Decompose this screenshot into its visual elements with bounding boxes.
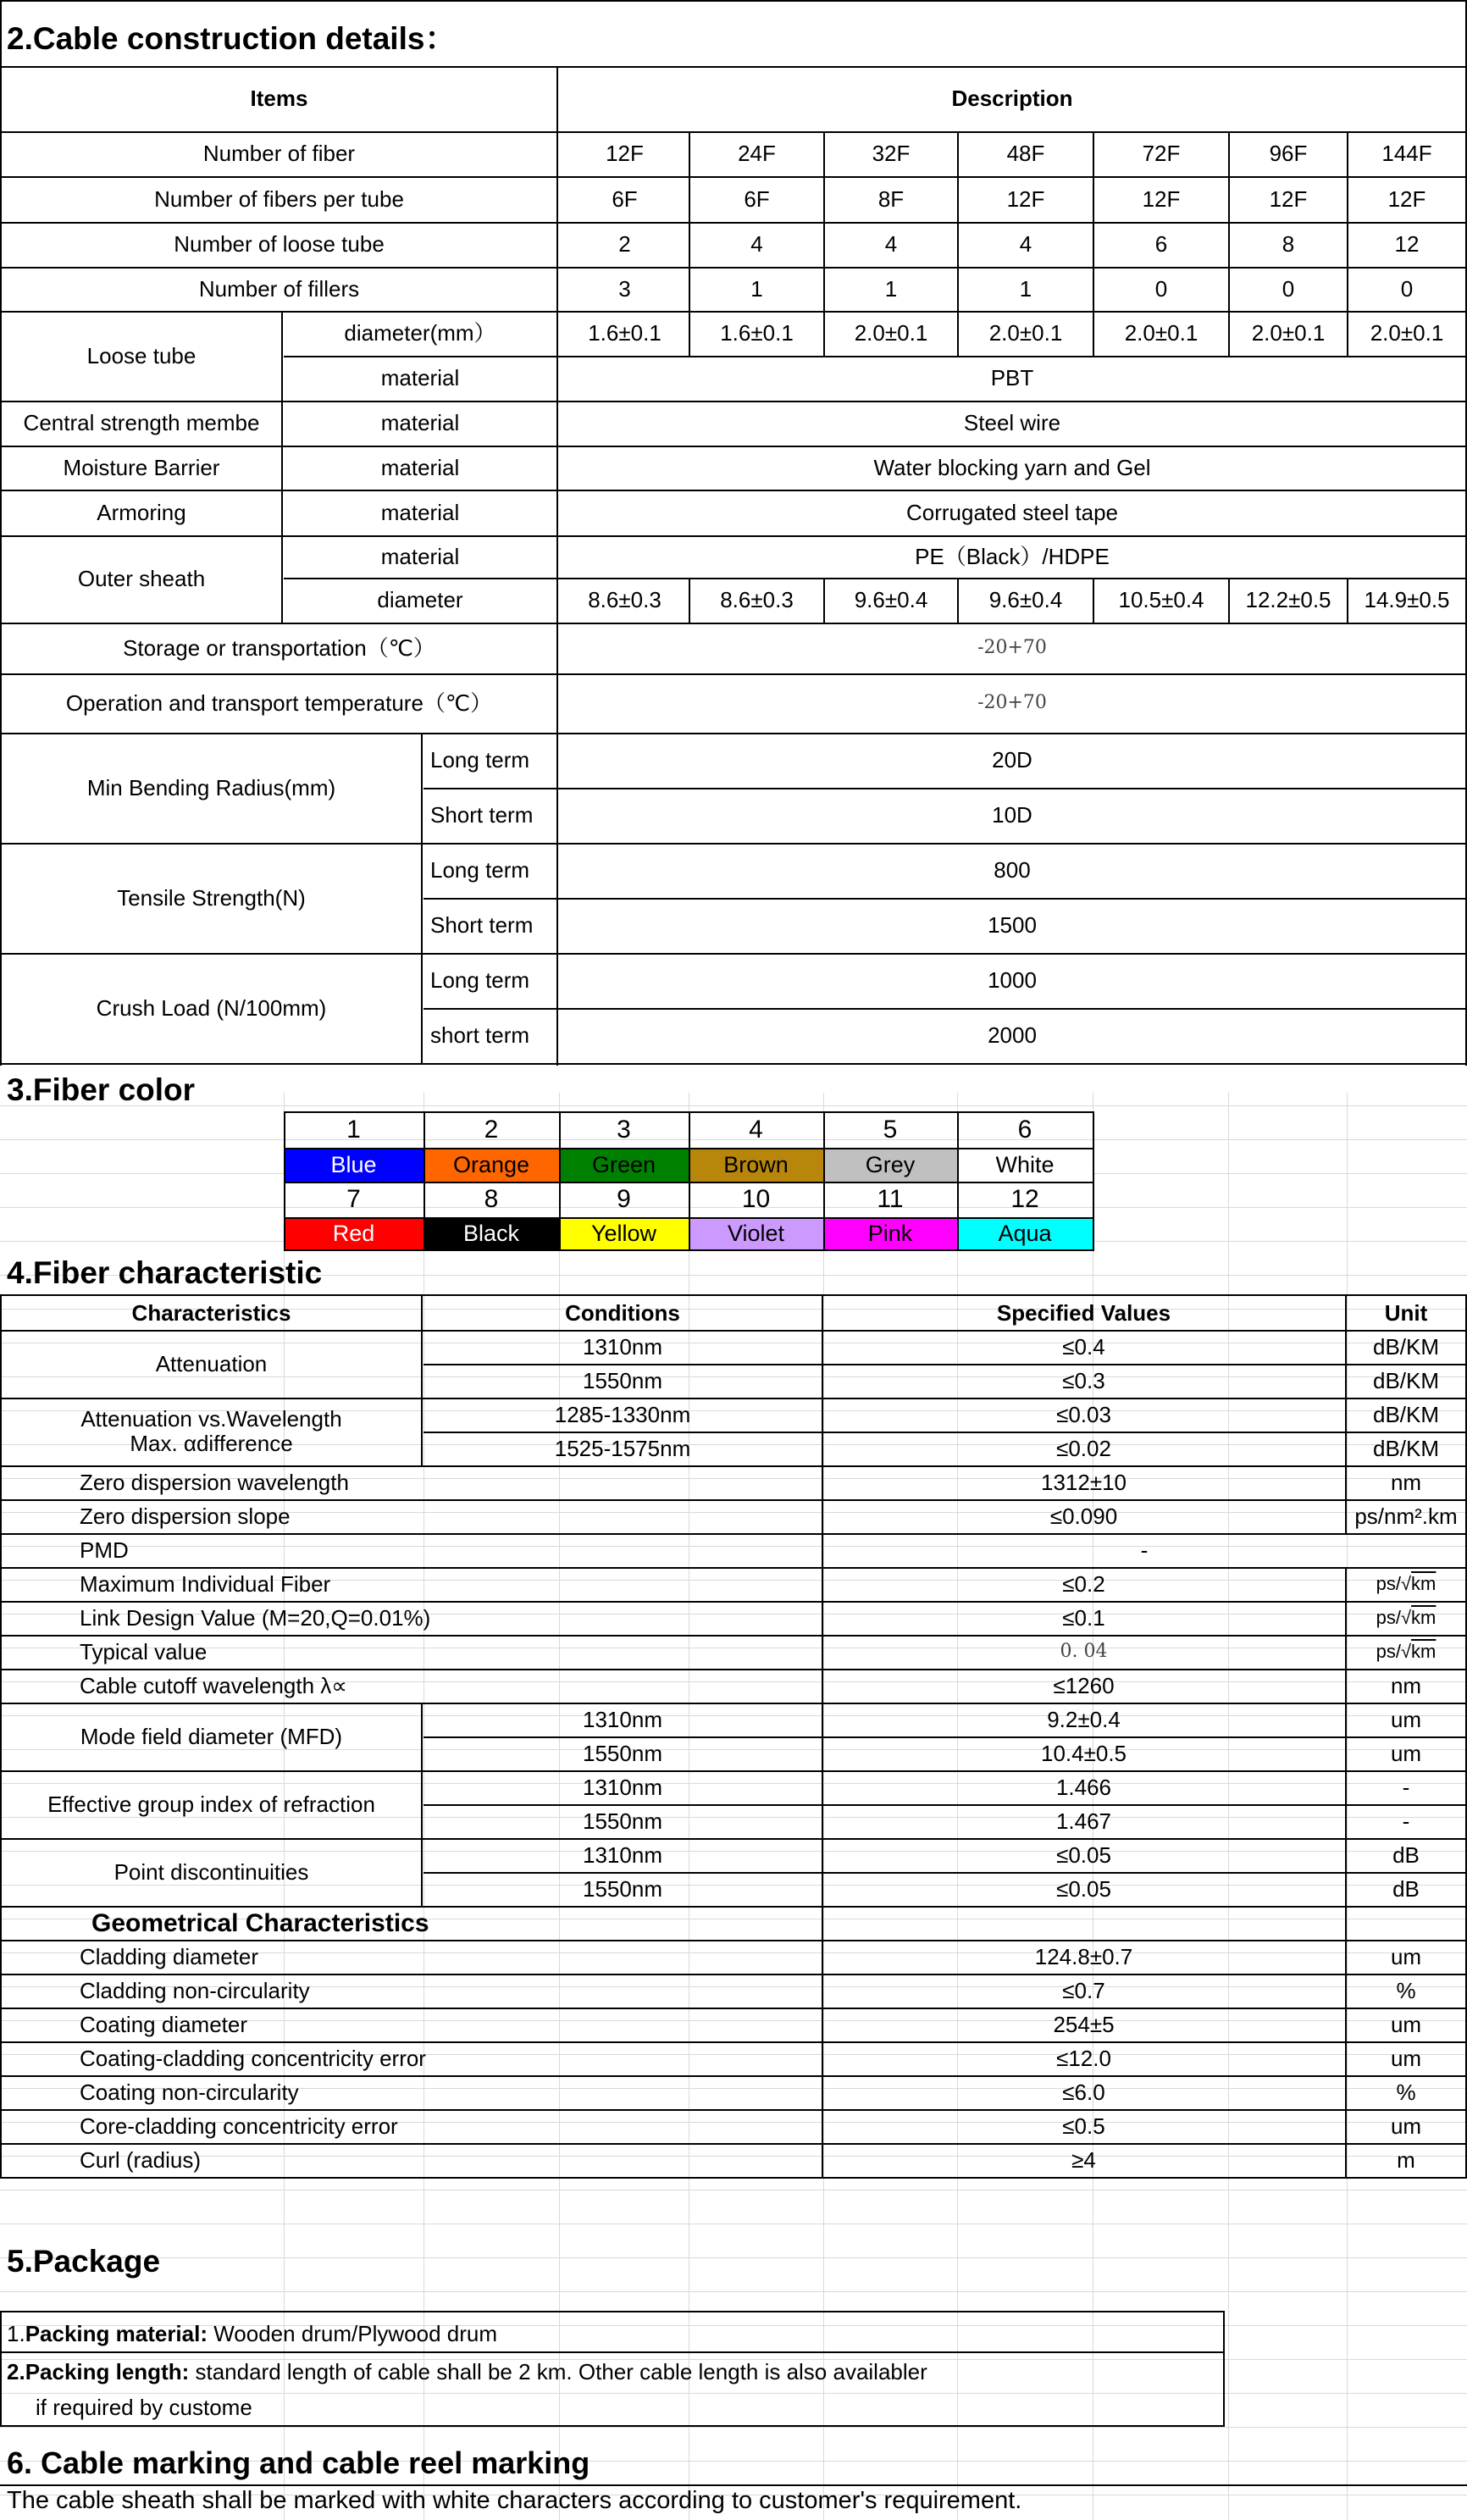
point-discontinuities-unit: dB (1392, 1842, 1420, 1868)
geometric-unit: % (1396, 2079, 1416, 2105)
rule-line (1093, 578, 1094, 623)
mfd-label: Mode field diameter (MFD) (80, 1723, 343, 1749)
rule-line (559, 1111, 561, 1251)
fibers-per-tube-value: 6F (612, 186, 638, 212)
section5-title: 5.Package (7, 2244, 161, 2279)
loose-tube-diameter-label: diameter(mm） (344, 320, 496, 346)
fiber-number: 10 (741, 1185, 771, 1213)
mfd-unit: um (1390, 1740, 1422, 1766)
loose-tubes-value: 2 (618, 231, 631, 258)
fibers-per-tube-value: 12F (1006, 186, 1045, 212)
outer-sheath-material-value: PE（Black）/HDPE (915, 543, 1110, 569)
pmd-link-unit (1347, 1601, 1465, 1635)
loose-tube-diameter-value: 2.0±0.1 (1370, 320, 1444, 346)
tensile-long-label: Long term (430, 857, 530, 883)
moisture-label: Moisture Barrier (63, 454, 220, 480)
tensile-short-value: 1500 (988, 912, 1037, 939)
fibers-per-tube-value: 12F (1387, 186, 1426, 212)
rule-line (823, 131, 825, 311)
fiber-color-swatch: Red (284, 1217, 423, 1249)
outer-sheath-diameter-value: 9.6±0.4 (988, 587, 1063, 613)
zero-dispersion-wavelength-label: Zero dispersion wavelength (80, 1469, 349, 1495)
crush-short-label: short term (430, 1022, 530, 1049)
geometric-value: ≤6.0 (1062, 2079, 1105, 2105)
fiber-count-value: 72F (1142, 141, 1181, 167)
group-index-unit: - (1402, 1774, 1410, 1800)
bending-long-label: Long term (430, 747, 530, 773)
att-wavelength-unit: dB/KM (1372, 1435, 1440, 1461)
rule-line (822, 1294, 823, 1533)
section6-title: 6. Cable marking and cable reel marking (7, 2445, 590, 2480)
rule-line (1228, 131, 1230, 311)
fiber-color-swatch: Grey (823, 1148, 957, 1182)
mfd-condition: 1550nm (583, 1740, 662, 1766)
geometric-label: Curl (radius) (80, 2146, 202, 2173)
group-index-value: 1.467 (1055, 1808, 1112, 1834)
att-wavelength-condition: 1525-1575nm (554, 1435, 691, 1461)
fiber-number: 8 (484, 1185, 499, 1213)
outer-sheath-diameter-label: diameter (377, 587, 463, 613)
geometric-unit: um (1390, 1943, 1422, 1969)
pmd-typical-label: Typical value (80, 1638, 208, 1664)
geometric-unit: um (1390, 2011, 1422, 2037)
grid-line (0, 1105, 1467, 1106)
marking-text: The cable sheath shall be marked with white characters according to customer's requirement. (7, 2487, 1022, 2515)
fiber-count-value: 96F (1269, 141, 1308, 167)
outer-sheath-diameter-value: 14.9±0.5 (1364, 587, 1450, 613)
geometric-unit: um (1390, 2045, 1422, 2071)
group-index-condition: 1550nm (583, 1808, 662, 1834)
zero-dispersion-slope-value: ≤0.090 (1049, 1503, 1118, 1529)
rule-line (1347, 131, 1348, 311)
rule-line (1345, 1567, 1347, 1906)
values-header: Specified Values (996, 1299, 1171, 1326)
point-discontinuities-condition: 1310nm (583, 1842, 662, 1868)
rule-line (957, 131, 959, 311)
loose-tube-diameter-value: 2.0±0.1 (1251, 320, 1326, 346)
packing-material-heading: Packing material: (25, 2320, 208, 2346)
section4-title: 4.Fiber characteristic (7, 1255, 323, 1290)
fillers-value: 0 (1400, 275, 1414, 302)
fiber-number: 6 (1017, 1115, 1032, 1144)
zero-dispersion-wavelength-value: 1312±10 (1040, 1469, 1127, 1495)
fiber-number: 7 (346, 1185, 361, 1213)
characteristics-header: Characteristics (131, 1299, 291, 1326)
pmd-typical-unit-prefix: ps/√ (1376, 1640, 1412, 1662)
fiber-color-swatch: Yellow (559, 1217, 689, 1249)
packing-material-text: Wooden drum/Plywood drum (208, 2320, 498, 2346)
geometrical-title: Geometrical Characteristics (91, 1908, 429, 1937)
packing-length-continued (2, 2390, 1221, 2424)
rule-line (556, 66, 558, 1066)
pmd-max-value: ≤0.2 (1062, 1570, 1105, 1597)
rule-line (957, 1111, 959, 1251)
rule-line (0, 2311, 1225, 2312)
rule-line (0, 2177, 1467, 2179)
crush-long-value: 1000 (988, 967, 1037, 994)
rule-line (0, 2311, 2, 2427)
fiber-number: 9 (617, 1185, 631, 1213)
fiber-color-swatch: White (957, 1148, 1093, 1182)
loose-tubes-label: Number of loose tube (174, 231, 385, 258)
pmd-link-label: Link Design Value (M=20,Q=0.01%) (80, 1604, 431, 1631)
tensile-long-value: 800 (994, 857, 1031, 883)
fillers-value: 1 (1019, 275, 1032, 302)
moisture-material-value: Water blocking yarn and Gel (873, 454, 1151, 480)
conditions-header: Conditions (565, 1299, 680, 1326)
packing-length-continued-text: if required by custome (36, 2394, 252, 2420)
rule-line (823, 311, 825, 356)
outer-sheath-diameter-value: 12.2±0.5 (1245, 587, 1331, 613)
rule-line (0, 2484, 1467, 2486)
pmd-max-unit-radicand: km (1411, 1572, 1437, 1594)
rule-line (1347, 311, 1348, 356)
tensile-short-label: Short term (430, 912, 534, 939)
fibers-per-tube-label: Number of fibers per tube (154, 186, 404, 212)
geometric-value: ≤0.5 (1062, 2113, 1105, 2139)
rule-line (689, 1111, 690, 1251)
section3-title: 3.Fiber color (7, 1072, 196, 1107)
loose-tubes-value: 4 (750, 231, 763, 258)
rule-line (423, 1432, 1467, 1433)
fillers-value: 1 (750, 275, 763, 302)
loose-tube-diameter-value: 2.0±0.1 (988, 320, 1063, 346)
crush-long-label: Long term (430, 967, 530, 994)
fiber-number: 12 (1010, 1185, 1039, 1213)
fiber-number: 5 (883, 1115, 898, 1144)
rule-line (1228, 578, 1230, 623)
fiber-count-value: 24F (738, 141, 776, 167)
armoring-material-label: material (380, 499, 460, 525)
packing-length-heading: Packing length: (25, 2358, 190, 2384)
point-discontinuities-condition: 1550nm (583, 1875, 662, 1902)
geometric-value: 124.8±0.7 (1034, 1943, 1133, 1969)
att-wavelength-value: ≤0.02 (1056, 1435, 1111, 1461)
operation-value: -20+70 (977, 691, 1047, 713)
section2-title: 2.Cable construction details： (7, 21, 457, 56)
unit-header: Unit (1384, 1299, 1428, 1326)
bending-short-label: Short term (430, 802, 534, 828)
cutoff-wavelength-label: Cable cutoff wavelength λ∝ (80, 1672, 347, 1698)
rule-line (822, 1906, 823, 2179)
fiber-count-value: 48F (1006, 141, 1045, 167)
rule-line (421, 733, 423, 1063)
fiber-number: 2 (484, 1115, 499, 1144)
rule-line (423, 1111, 425, 1251)
geometric-label: Coating non-circularity (80, 2079, 299, 2105)
cutoff-wavelength-value: ≤1260 (1053, 1672, 1115, 1698)
group-index-unit: - (1402, 1808, 1410, 1834)
packing-material (2, 2317, 1221, 2351)
loose-tube-diameter-value: 2.0±0.1 (1124, 320, 1199, 346)
pmd-link-unit-prefix: ps/√ (1376, 1606, 1412, 1628)
fiber-color-swatch: Aqua (957, 1217, 1093, 1249)
crush-label: Crush Load (N/100mm) (96, 994, 327, 1021)
central-member-material-label: material (380, 410, 460, 436)
rule-line (689, 578, 690, 623)
geometric-label: Coating-cladding concentricity error (80, 2045, 426, 2071)
fiber-color-swatch: Pink (823, 1217, 957, 1249)
rule-line (1345, 1906, 1347, 2179)
frame-top (0, 0, 1467, 2)
geometric-label: Cladding non-circularity (80, 1977, 310, 2003)
outer-sheath-material-label: material (380, 543, 460, 569)
point-discontinuities-value: ≤0.05 (1056, 1842, 1111, 1868)
loose-tube-diameter-value: 1.6±0.1 (588, 320, 662, 346)
armoring-label: Armoring (97, 499, 186, 525)
att-wavelength-unit: dB/KM (1372, 1401, 1440, 1427)
att-wavelength-label-2: Max. αdifference (130, 1431, 293, 1456)
items-header: Items (250, 86, 308, 112)
rule-line (1347, 578, 1348, 623)
fiber-count-value: 144F (1381, 141, 1432, 167)
geometric-unit: % (1396, 1977, 1416, 2003)
storage-value: -20+70 (977, 636, 1047, 658)
zero-dispersion-slope-unit: ps/nm².km (1354, 1503, 1458, 1529)
tensile-label: Tensile Strength(N) (117, 884, 306, 911)
mfd-value: 9.2±0.4 (1047, 1706, 1121, 1732)
pmd-link-value: ≤0.1 (1062, 1604, 1105, 1631)
rule-line (421, 1703, 423, 1906)
rule-line (689, 311, 690, 356)
rule-line (823, 578, 825, 623)
att-wavelength-value: ≤0.03 (1056, 1401, 1111, 1427)
grid-line (0, 2257, 1467, 2258)
point-discontinuities-label: Point discontinuities (113, 1858, 309, 1885)
geometric-value: ≥4 (1071, 2146, 1096, 2173)
fillers-label: Number of fillers (198, 275, 360, 302)
rule-line (822, 1533, 823, 1567)
fillers-value: 1 (884, 275, 898, 302)
outer-sheath-diameter-value: 8.6±0.3 (588, 587, 662, 613)
fiber-number: 3 (617, 1115, 631, 1144)
rule-line (1345, 1294, 1347, 1533)
loose-tube-diameter-value: 1.6±0.1 (720, 320, 794, 346)
fiber-count-value: 32F (872, 141, 911, 167)
fiber-color-swatch: Green (559, 1148, 689, 1182)
fiber-number: 4 (749, 1115, 763, 1144)
loose-tubes-value: 12 (1394, 231, 1420, 258)
fillers-value: 3 (618, 275, 631, 302)
loose-tube-material-value: PBT (990, 365, 1034, 391)
attenuation-condition: 1310nm (583, 1333, 662, 1360)
loose-tube-label: Loose tube (86, 342, 197, 368)
rule-line (0, 1294, 2, 2179)
loose-tubes-value: 4 (1019, 231, 1032, 258)
fibers-per-tube-value: 6F (744, 186, 770, 212)
geometric-value: 254±5 (1053, 2011, 1115, 2037)
operation-label: Operation and transport temperature（℃） (65, 690, 493, 716)
fiber-color-swatch: Black (423, 1217, 559, 1249)
pmd-typical-value: 0. 04 (1060, 1640, 1108, 1662)
fibers-per-tube-value: 12F (1142, 186, 1181, 212)
attenuation-unit: dB/KM (1372, 1333, 1440, 1360)
outer-sheath-diameter-value: 8.6±0.3 (720, 587, 794, 613)
fillers-value: 0 (1282, 275, 1295, 302)
fiber-count-value: 12F (606, 141, 644, 167)
rule-line (0, 2425, 1225, 2427)
geometric-unit: m (1397, 2146, 1415, 2173)
rule-line (1228, 311, 1230, 356)
mfd-value: 10.4±0.5 (1040, 1740, 1127, 1766)
pmd-typical-unit-radicand: km (1411, 1640, 1437, 1662)
pmd-max-unit-prefix: ps/√ (1376, 1572, 1412, 1594)
central-member-label: Central strength membe (23, 410, 260, 436)
loose-tubes-value: 6 (1154, 231, 1168, 258)
outer-sheath-diameter-value: 10.5±0.4 (1118, 587, 1204, 613)
att-wavelength-condition: 1285-1330nm (554, 1401, 691, 1427)
att-wavelength-label (2, 1398, 421, 1465)
geometric-unit: um (1390, 2113, 1422, 2139)
central-member-material-value: Steel wire (963, 410, 1061, 436)
rule-line (423, 1364, 1467, 1365)
fiber-number: 1 (346, 1115, 361, 1144)
mfd-condition: 1310nm (583, 1706, 662, 1732)
group-index-condition: 1310nm (583, 1774, 662, 1800)
rule-line (0, 2351, 1225, 2353)
crush-short-value: 2000 (988, 1022, 1037, 1049)
geometric-value: ≤12.0 (1056, 2045, 1111, 2071)
grid-line (0, 2291, 1467, 2292)
geometric-label: Core-cladding concentricity error (80, 2113, 398, 2139)
rule-line (0, 1063, 1467, 1065)
rule-line (421, 1294, 423, 1465)
loose-tubes-value: 8 (1282, 231, 1295, 258)
fillers-value: 0 (1154, 275, 1168, 302)
fiber-count-label: Number of fiber (202, 141, 356, 167)
geometric-value: ≤0.7 (1062, 1977, 1105, 2003)
packing-length-number: 2. (7, 2358, 25, 2384)
outer-sheath-diameter-value: 9.6±0.4 (854, 587, 928, 613)
pmd-max-unit (1347, 1567, 1465, 1601)
zero-dispersion-wavelength-unit: nm (1390, 1469, 1422, 1495)
loose-tube-diameter-value: 2.0±0.1 (854, 320, 928, 346)
group-index-label: Effective group index of refraction (47, 1791, 375, 1817)
bending-short-value: 10D (992, 802, 1032, 828)
point-discontinuities-value: ≤0.05 (1056, 1875, 1111, 1902)
rule-line (1093, 131, 1094, 311)
pmd-link-unit-radicand: km (1411, 1606, 1437, 1628)
packing-length (2, 2355, 1221, 2389)
attenuation-label: Attenuation (155, 1350, 268, 1376)
storage-label: Storage or transportation（℃） (123, 634, 435, 661)
geometric-label: Coating diameter (80, 2011, 247, 2037)
rule-line (957, 311, 959, 356)
rule-line (423, 1736, 1467, 1738)
rule-line (281, 311, 283, 623)
attenuation-value: ≤0.3 (1062, 1367, 1105, 1393)
fiber-number: 11 (877, 1185, 904, 1213)
pmd-typical-unit (1347, 1635, 1465, 1669)
fiber-color-swatch: Blue (284, 1148, 423, 1182)
rule-line (284, 1111, 285, 1251)
fiber-color-swatch: Brown (689, 1148, 823, 1182)
fibers-per-tube-value: 8F (877, 186, 905, 212)
attenuation-value: ≤0.4 (1062, 1333, 1105, 1360)
moisture-material-label: material (380, 454, 460, 480)
mfd-unit: um (1390, 1706, 1422, 1732)
rule-line (689, 131, 690, 311)
rule-line (423, 1872, 1467, 1874)
rule-line (423, 1804, 1467, 1806)
armoring-material-value: Corrugated steel tape (905, 499, 1119, 525)
rule-line (1093, 1111, 1094, 1251)
attenuation-condition: 1550nm (583, 1367, 662, 1393)
rule-line (823, 1111, 825, 1251)
point-discontinuities-unit: dB (1392, 1875, 1420, 1902)
outer-sheath-label: Outer sheath (77, 566, 206, 592)
attenuation-unit: dB/KM (1372, 1367, 1440, 1393)
fiber-color-swatch: Orange (423, 1148, 559, 1182)
description-header: Description (951, 86, 1073, 112)
loose-tube-material-label: material (380, 365, 460, 391)
rule-line (1093, 311, 1094, 356)
group-index-value: 1.466 (1055, 1774, 1112, 1800)
grid-line (0, 2427, 1467, 2428)
rule-line (957, 578, 959, 623)
bending-long-value: 20D (992, 747, 1032, 773)
att-wavelength-label-1: Attenuation vs.Wavelength (80, 1406, 342, 1432)
pmd-max-label: Maximum Individual Fiber (80, 1570, 331, 1597)
packing-length-text: standard length of cable shall be 2 km. Other cable length is also availabler (189, 2358, 927, 2384)
packing-material-number: 1. (7, 2320, 25, 2346)
pmd-label: PMD (80, 1537, 129, 1563)
bending-label: Min Bending Radius(mm) (86, 774, 336, 800)
cutoff-wavelength-unit: nm (1390, 1672, 1422, 1698)
geometric-label: Cladding diameter (80, 1943, 259, 1969)
pmd-value: - (1140, 1537, 1149, 1563)
fiber-color-swatch: Violet (689, 1217, 823, 1249)
loose-tubes-value: 4 (884, 231, 898, 258)
zero-dispersion-slope-label: Zero dispersion slope (80, 1503, 291, 1529)
fibers-per-tube-value: 12F (1269, 186, 1308, 212)
rule-line (1223, 2311, 1225, 2427)
